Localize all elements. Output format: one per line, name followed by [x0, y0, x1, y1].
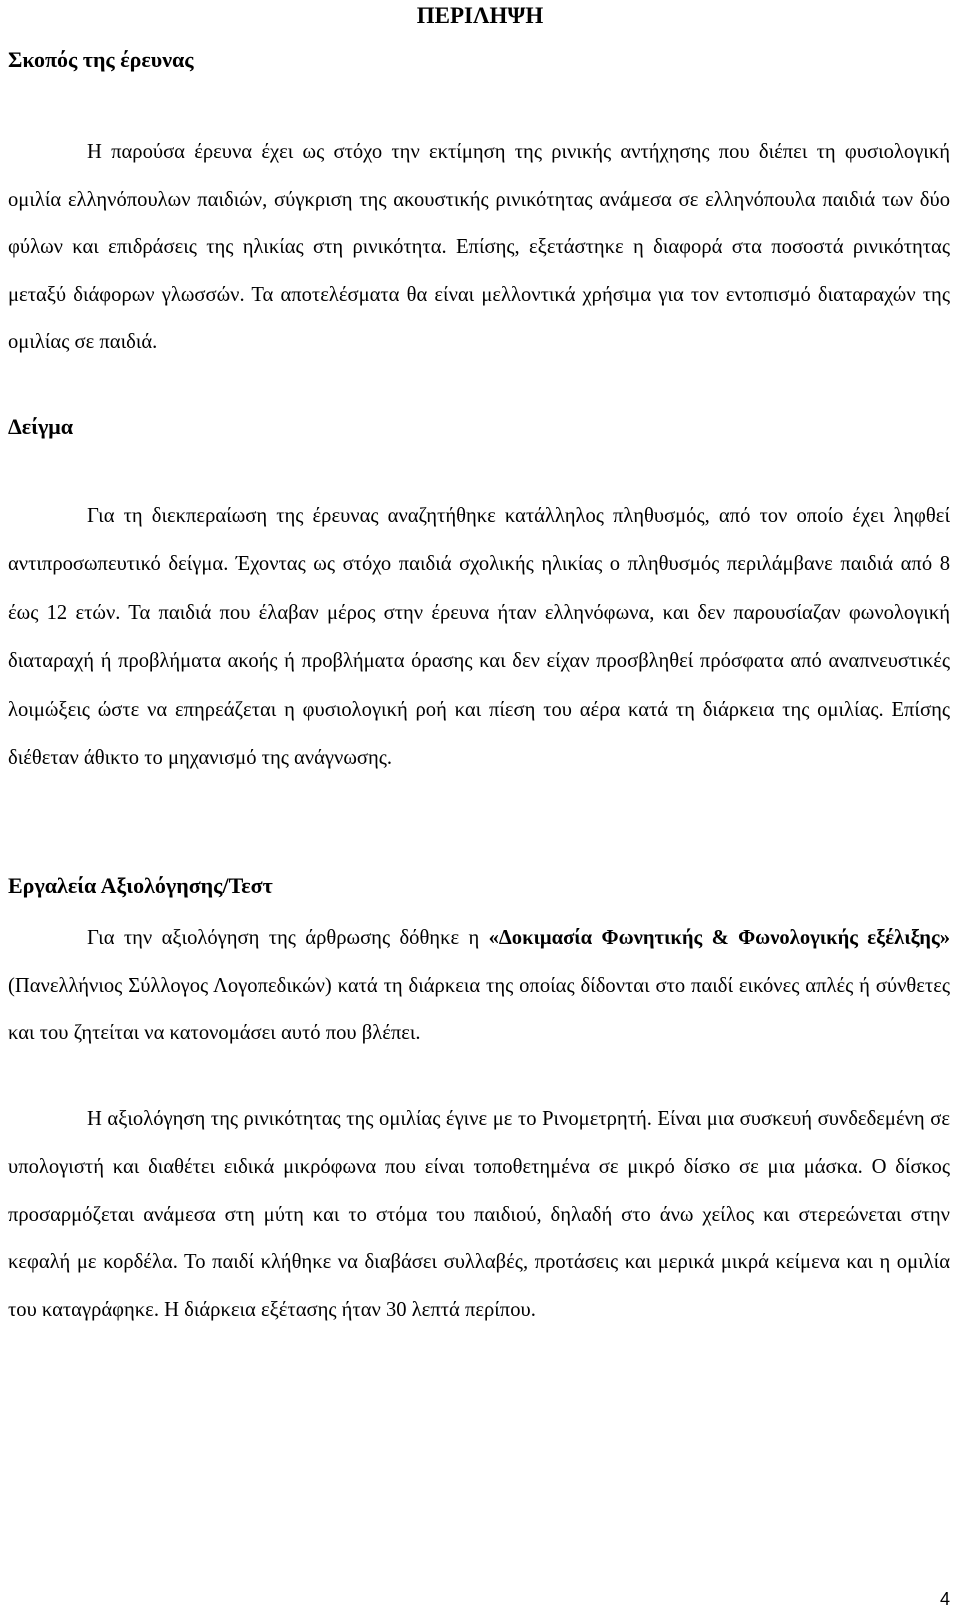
section-heading-purpose: Σκοπός της έρευνας	[8, 47, 194, 72]
paragraph-tools-text-after: (Πανελλήνιος Σύλλογος Λογοπεδικών) κατά τη διάρκεια της οποίας δίδονται στο παιδί εικόνες απλές ή σύνθετες και του ζητείται να κατονομάσει αυτό που βλέπει.	[8, 974, 950, 1045]
paragraph-tools-articulation	[8, 915, 950, 1058]
paragraph-sample: Για τη διεκπεραίωση της έρευνας αναζητήθηκε κατάλληλος πληθυσμός, από τον οποίο έχει ληφθεί αντιπροσωπευτικό δείγμα. Έχοντας ως στόχο παιδιά σχολικής ηλικίας ο πληθυσμός περιλάμβανε παιδιά από 8 έως 12 ετών. Τα παιδιά που έλαβαν μέρος στην έρευνα ήταν ελληνόφωνα, και δεν παρουσίαζαν φωνολογική διαταραχή ή προβλήματα ακοής ή προβλήματα όρασης και δεν είχαν προσβληθεί πρόσφατα από αναπνευστικές λοιμώξεις ώστε να επηρεάζεται η φυσιολογική ροή και πίεση του αέρα κατά τη διάρκεια της ομιλίας. Επίσης διέθεταν άθικτο το μηχανισμό της ανάγνωσης.	[8, 505, 950, 770]
paragraph-tools-text-before: Για την αξιολόγηση της άρθρωσης δόθηκε η	[87, 927, 489, 949]
paragraph-purpose: Η παρούσα έρευνα έχει ως στόχο την εκτίμηση της ρινικής αντήχησης που διέπει τη φυσιολογική ομιλία ελληνόπουλων παιδιών, σύγκριση της ακουστικής ρινικότητας ανάμεσα σε ελληνόπουλα παιδιά των δύο φύλων και επιδράσεις της ηλικίας στη ρινικότητα. Επίσης, εξετάστηκε η διαφορά στα ποσοστά ρινικότητας μεταξύ διάφορων γλωσσών. Τα αποτελέσματα θα είναι μελλοντικά χρήσιμα για τον εντοπισμό διαταραχών της ομιλίας σε παιδιά.	[8, 141, 950, 354]
test-name-bold: «Δοκιμασία Φωνητικής & Φωνολογικής εξέλιξης»	[488, 927, 950, 949]
paragraph-tools-nasometer: Η αξιολόγηση της ρινικότητας της ομιλίας έγινε με το Ρινομετρητή. Είναι μια συσκευή συνδεδεμένη σε υπολογιστή και διαθέτει ειδικά μικρόφωνα που είναι τοποθετημένα σε μικρό δίσκο σε μια μάσκα. Ο δίσκος προσαρμόζεται ανάμεσα στη μύτη και το στόμα του παιδιού, δηλαδή στο άνω χείλος και στερεώνεται στην κεφαλή με κορδέλα. Το παιδί κλήθηκε να διαβάσει συλλαβές, προτάσεις και μερικά μικρά κείμενα και η ομιλία του καταγράφηκε. Η διάρκεια εξέτασης ήταν 30 λεπτά περίπου.	[8, 1108, 950, 1322]
section-heading-tools: Εργαλεία Αξιολόγησης/Τεστ	[8, 873, 273, 898]
page-number: 4	[939, 1589, 950, 1609]
section-heading-sample: Δείγμα	[8, 414, 74, 439]
page-title: ΠΕΡΙΛΗΨΗ	[416, 3, 544, 28]
